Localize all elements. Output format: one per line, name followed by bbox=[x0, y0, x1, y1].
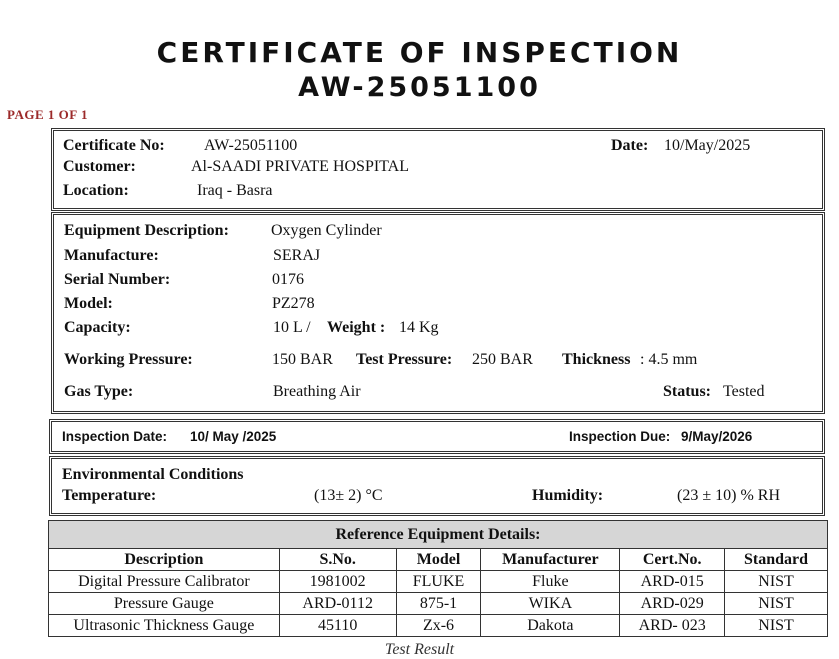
gas-type-label: Gas Type: bbox=[64, 383, 134, 400]
capacity-label: Capacity: bbox=[64, 319, 131, 336]
equipment-description-value: Oxygen Cylinder bbox=[271, 222, 382, 239]
cert-no-value: AW-25051100 bbox=[204, 137, 298, 154]
table-cell: ARD-029 bbox=[620, 593, 725, 615]
temperature-label: Temperature: bbox=[62, 487, 157, 504]
inspection-due-value: 9/May/2026 bbox=[681, 429, 753, 444]
column-header: Standard bbox=[725, 549, 828, 571]
table-cell: Digital Pressure Calibrator bbox=[49, 571, 280, 593]
page-label: PAGE 1 OF 1 bbox=[7, 107, 88, 122]
customer-value: Al-SAADI PRIVATE HOSPITAL bbox=[191, 158, 409, 175]
equipment-description-label: Equipment Description: bbox=[64, 222, 229, 239]
table-cell: Fluke bbox=[481, 571, 620, 593]
table-cell: 1981002 bbox=[279, 571, 396, 593]
status-value: Tested bbox=[723, 383, 765, 400]
thickness-label: Thickness bbox=[562, 351, 631, 368]
column-header: Cert.No. bbox=[620, 549, 725, 571]
inspection-date-label: Inspection Date: bbox=[62, 429, 168, 444]
table-cell: ARD-015 bbox=[620, 571, 725, 593]
table-row bbox=[49, 593, 828, 615]
table-cell: 45110 bbox=[279, 615, 396, 637]
table-row bbox=[49, 571, 828, 593]
status-label: Status: bbox=[663, 383, 712, 400]
serial-number-label: Serial Number: bbox=[64, 271, 171, 288]
environment-heading: Environmental Conditions bbox=[62, 466, 244, 483]
date-label: Date: bbox=[611, 137, 649, 154]
reference-table-caption: Reference Equipment Details: bbox=[49, 521, 828, 549]
column-header: Model bbox=[396, 549, 481, 571]
table-cell: NIST bbox=[725, 593, 828, 615]
location-value: Iraq - Basra bbox=[197, 182, 273, 199]
table-row bbox=[49, 615, 828, 637]
test-result-heading: Test Result bbox=[384, 641, 455, 658]
test-pressure-label: Test Pressure: bbox=[356, 351, 453, 368]
reference-equipment-table bbox=[48, 520, 828, 637]
working-pressure-label: Working Pressure: bbox=[64, 351, 193, 368]
column-header: Description bbox=[49, 549, 280, 571]
table-cell: WIKA bbox=[481, 593, 620, 615]
table-cell: ARD- 023 bbox=[620, 615, 725, 637]
certificate-title: CERTIFICATE OF INSPECTION bbox=[156, 36, 683, 69]
model-value: PZ278 bbox=[272, 295, 315, 312]
manufacture-label: Manufacture: bbox=[64, 247, 159, 264]
table-cell: Pressure Gauge bbox=[49, 593, 280, 615]
table-cell: Dakota bbox=[481, 615, 620, 637]
thickness-value: : 4.5 mm bbox=[640, 351, 698, 368]
weight-label: Weight : bbox=[327, 319, 386, 336]
table-cell: ARD-0112 bbox=[279, 593, 396, 615]
inspection-due-label: Inspection Due: bbox=[569, 429, 671, 444]
table-cell: Ultrasonic Thickness Gauge bbox=[49, 615, 280, 637]
model-label: Model: bbox=[64, 295, 113, 312]
table-cell: NIST bbox=[725, 615, 828, 637]
table-cell: NIST bbox=[725, 571, 828, 593]
table-cell: 875-1 bbox=[396, 593, 481, 615]
humidity-label: Humidity: bbox=[532, 487, 604, 504]
gas-type-value: Breathing Air bbox=[273, 383, 361, 400]
date-value: 10/May/2025 bbox=[664, 137, 751, 154]
inspection-date-value: 10/ May /2025 bbox=[190, 429, 277, 444]
capacity-value: 10 L / bbox=[273, 319, 311, 336]
test-pressure-value: 250 BAR bbox=[472, 351, 533, 368]
serial-number-value: 0176 bbox=[272, 271, 304, 288]
humidity-value: (23 ± 10) % RH bbox=[677, 487, 780, 504]
table-cell: FLUKE bbox=[396, 571, 481, 593]
customer-label: Customer: bbox=[63, 158, 136, 175]
certificate-number-title: AW-25051100 bbox=[298, 72, 541, 103]
table-cell: Zx-6 bbox=[396, 615, 481, 637]
weight-value: 14 Kg bbox=[399, 319, 439, 336]
working-pressure-value: 150 BAR bbox=[272, 351, 333, 368]
manufacture-value: SERAJ bbox=[273, 247, 321, 264]
column-header: S.No. bbox=[279, 549, 396, 571]
location-label: Location: bbox=[63, 182, 129, 199]
cert-no-label: Certificate No: bbox=[63, 137, 165, 154]
temperature-value: (13± 2) °C bbox=[314, 487, 383, 504]
column-header: Manufacturer bbox=[481, 549, 620, 571]
